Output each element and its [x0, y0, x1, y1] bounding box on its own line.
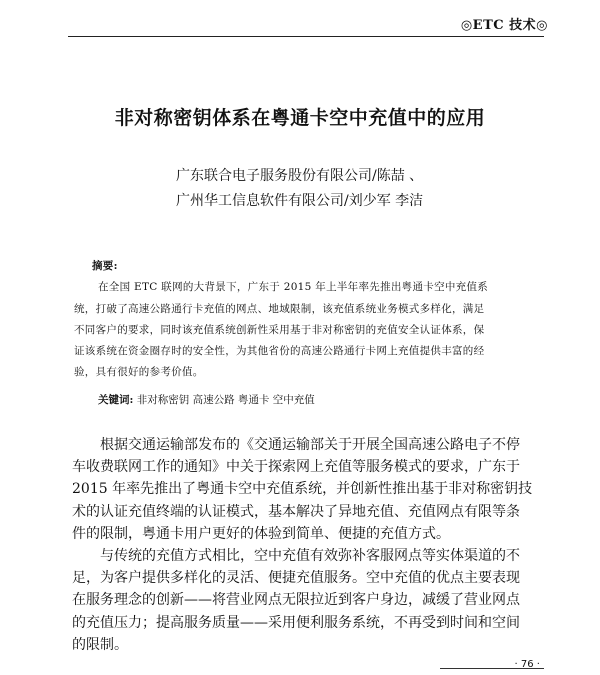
keywords: [98, 392, 315, 407]
abstract-label: 摘要:: [92, 260, 118, 272]
body-line-3: 2015 年率先推出了粤通卡空中充值系统，并创新性推出基于非对称密钥技: [72, 481, 533, 498]
abstract-line-5: 验，具有很好的参考价值。: [74, 366, 204, 379]
body-line-7: 足，为客户提供多样化的灵活、便捷充值服务。空中充值的优点主要表现: [72, 570, 520, 587]
footer-rule: [440, 668, 544, 669]
body-line-4: 术的认证充值终端的认证模式，基本解决了异地充值、充值网点有限等条: [72, 503, 520, 520]
body-line-2: 车收费联网工作的通知》中关于探索网上充值等服务模式的要求，广东于: [72, 459, 520, 476]
abstract-line-3: 不同客户的要求，同时该充值系统创新性采用基于非对称密钥的充值安全认证体系，保: [74, 323, 485, 336]
abstract-line-2: 统，打破了高速公路通行卡充值的网点、地域限制，该充值系统业务模式多样化，满足: [74, 302, 485, 315]
keywords-items: 非对称密钥 高速公路 粤通卡 空中充值: [136, 394, 315, 406]
header-rule: [68, 36, 544, 37]
page-number: · 76 ·: [514, 659, 540, 670]
body-line-10: 的限制。: [72, 636, 128, 653]
body-line-9: 的充值压力；提高服务质量——采用便利服务系统，不再受到时间和空间: [72, 614, 520, 631]
author-line-1: 广东联合电子服务股份有限公司/陈喆 、: [176, 168, 424, 184]
body-line-1: 根据交通运输部发布的《交通运输部关于开展全国高速公路电子不停: [100, 437, 520, 453]
body-line-8: 在服务理念的创新——将营业网点无限拉近到客户身边，减缓了营业网点: [72, 592, 520, 609]
author-line-2: 广州华工信息软件有限公司/刘少军 李洁: [176, 193, 424, 209]
section-tag: ◎ETC 技术◎: [460, 18, 548, 33]
abstract: [74, 256, 558, 384]
abstract-line-4: 证该系统在资金圈存时的安全性，为其他省份的高速公路通行卡网上充值提供丰富的经: [74, 345, 485, 358]
body-line-5: 件的限制，粤通卡用户更好的体验到简单、便捷的充值方式。: [72, 525, 450, 542]
body-line-6: 与传统的充值方式相比，空中充值有效弥补客服网点等实体渠道的不: [100, 548, 520, 565]
keywords-label: 关键词:: [98, 394, 134, 406]
body-text: [72, 434, 560, 656]
abstract-line-1: 在全国 ETC 联网的大背景下，广东于 2015 年上半年率先推出粤通卡空中充值系: [98, 281, 489, 294]
article-title: 非对称密钥体系在粤通卡空中充值中的应用: [114, 107, 486, 129]
